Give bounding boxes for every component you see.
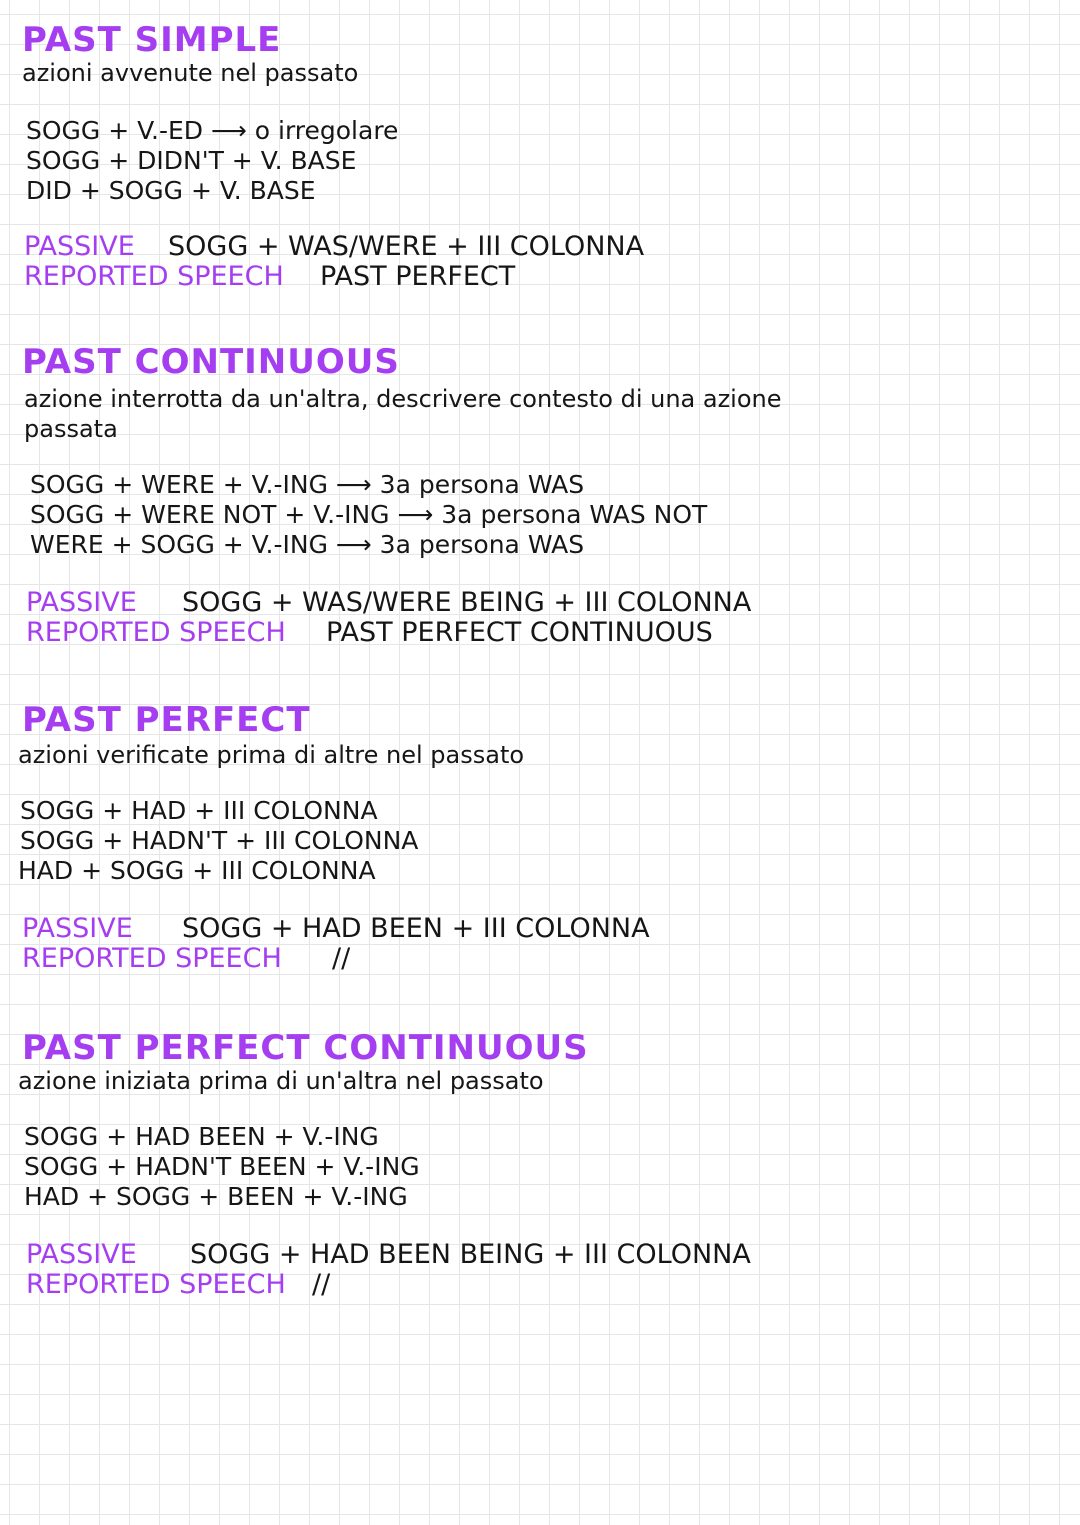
formula-affirmative: SOGG + V.-ED ⟶ o irregolare xyxy=(26,116,399,145)
formula-negative: SOGG + DIDN'T + V. BASE xyxy=(26,146,357,175)
section-title: PAST CONTINUOUS xyxy=(22,342,400,382)
formula-negative: SOGG + WERE NOT + V.-ING ⟶ 3a persona WAS NOT xyxy=(30,500,708,529)
section-description-line2: passata xyxy=(24,415,118,443)
formula-question: HAD + SOGG + III COLONNA xyxy=(18,856,376,885)
passive-label: PASSIVE xyxy=(26,587,137,618)
formula-affirmative: SOGG + WERE + V.-ING ⟶ 3a persona WAS xyxy=(30,470,585,499)
section-description: azioni verificate prima di altre nel passato xyxy=(18,741,525,769)
reported-speech-label: REPORTED SPEECH xyxy=(24,261,284,292)
reported-speech-label: REPORTED SPEECH xyxy=(22,943,282,974)
passive-value: SOGG + HAD BEEN BEING + III COLONNA xyxy=(190,1239,751,1270)
reported-speech-label: REPORTED SPEECH xyxy=(26,1269,286,1300)
reported-speech-value: PAST PERFECT xyxy=(320,261,516,292)
passive-value: SOGG + WAS/WERE + III COLONNA xyxy=(168,231,645,262)
passive-label: PASSIVE xyxy=(22,913,133,944)
formula-question: HAD + SOGG + BEEN + V.-ING xyxy=(24,1182,408,1211)
reported-speech-value: // xyxy=(312,1269,331,1300)
passive-value: SOGG + WAS/WERE BEING + III COLONNA xyxy=(182,587,752,618)
section-description: azione interrotta da un'altra, descrivere contesto di una azione xyxy=(24,385,782,413)
formula-question: DID + SOGG + V. BASE xyxy=(26,176,316,205)
section-title: PAST SIMPLE xyxy=(22,20,282,60)
section-description: azione iniziata prima di un'altra nel passato xyxy=(18,1067,544,1095)
section-title: PAST PERFECT xyxy=(22,700,311,740)
reported-speech-value: PAST PERFECT CONTINUOUS xyxy=(326,617,713,648)
reported-speech-label: REPORTED SPEECH xyxy=(26,617,286,648)
passive-label: PASSIVE xyxy=(24,231,135,262)
reported-speech-value: // xyxy=(332,943,351,974)
passive-value: SOGG + HAD BEEN + III COLONNA xyxy=(182,913,650,944)
formula-negative: SOGG + HADN'T + III COLONNA xyxy=(20,826,419,855)
formula-negative: SOGG + HADN'T BEEN + V.-ING xyxy=(24,1152,420,1181)
formula-question: WERE + SOGG + V.-ING ⟶ 3a persona WAS xyxy=(30,530,585,559)
section-description: azioni avvenute nel passato xyxy=(22,59,359,87)
formula-affirmative: SOGG + HAD + III COLONNA xyxy=(20,796,378,825)
section-title: PAST PERFECT CONTINUOUS xyxy=(22,1028,589,1068)
formula-affirmative: SOGG + HAD BEEN + V.-ING xyxy=(24,1122,379,1151)
passive-label: PASSIVE xyxy=(26,1239,137,1270)
